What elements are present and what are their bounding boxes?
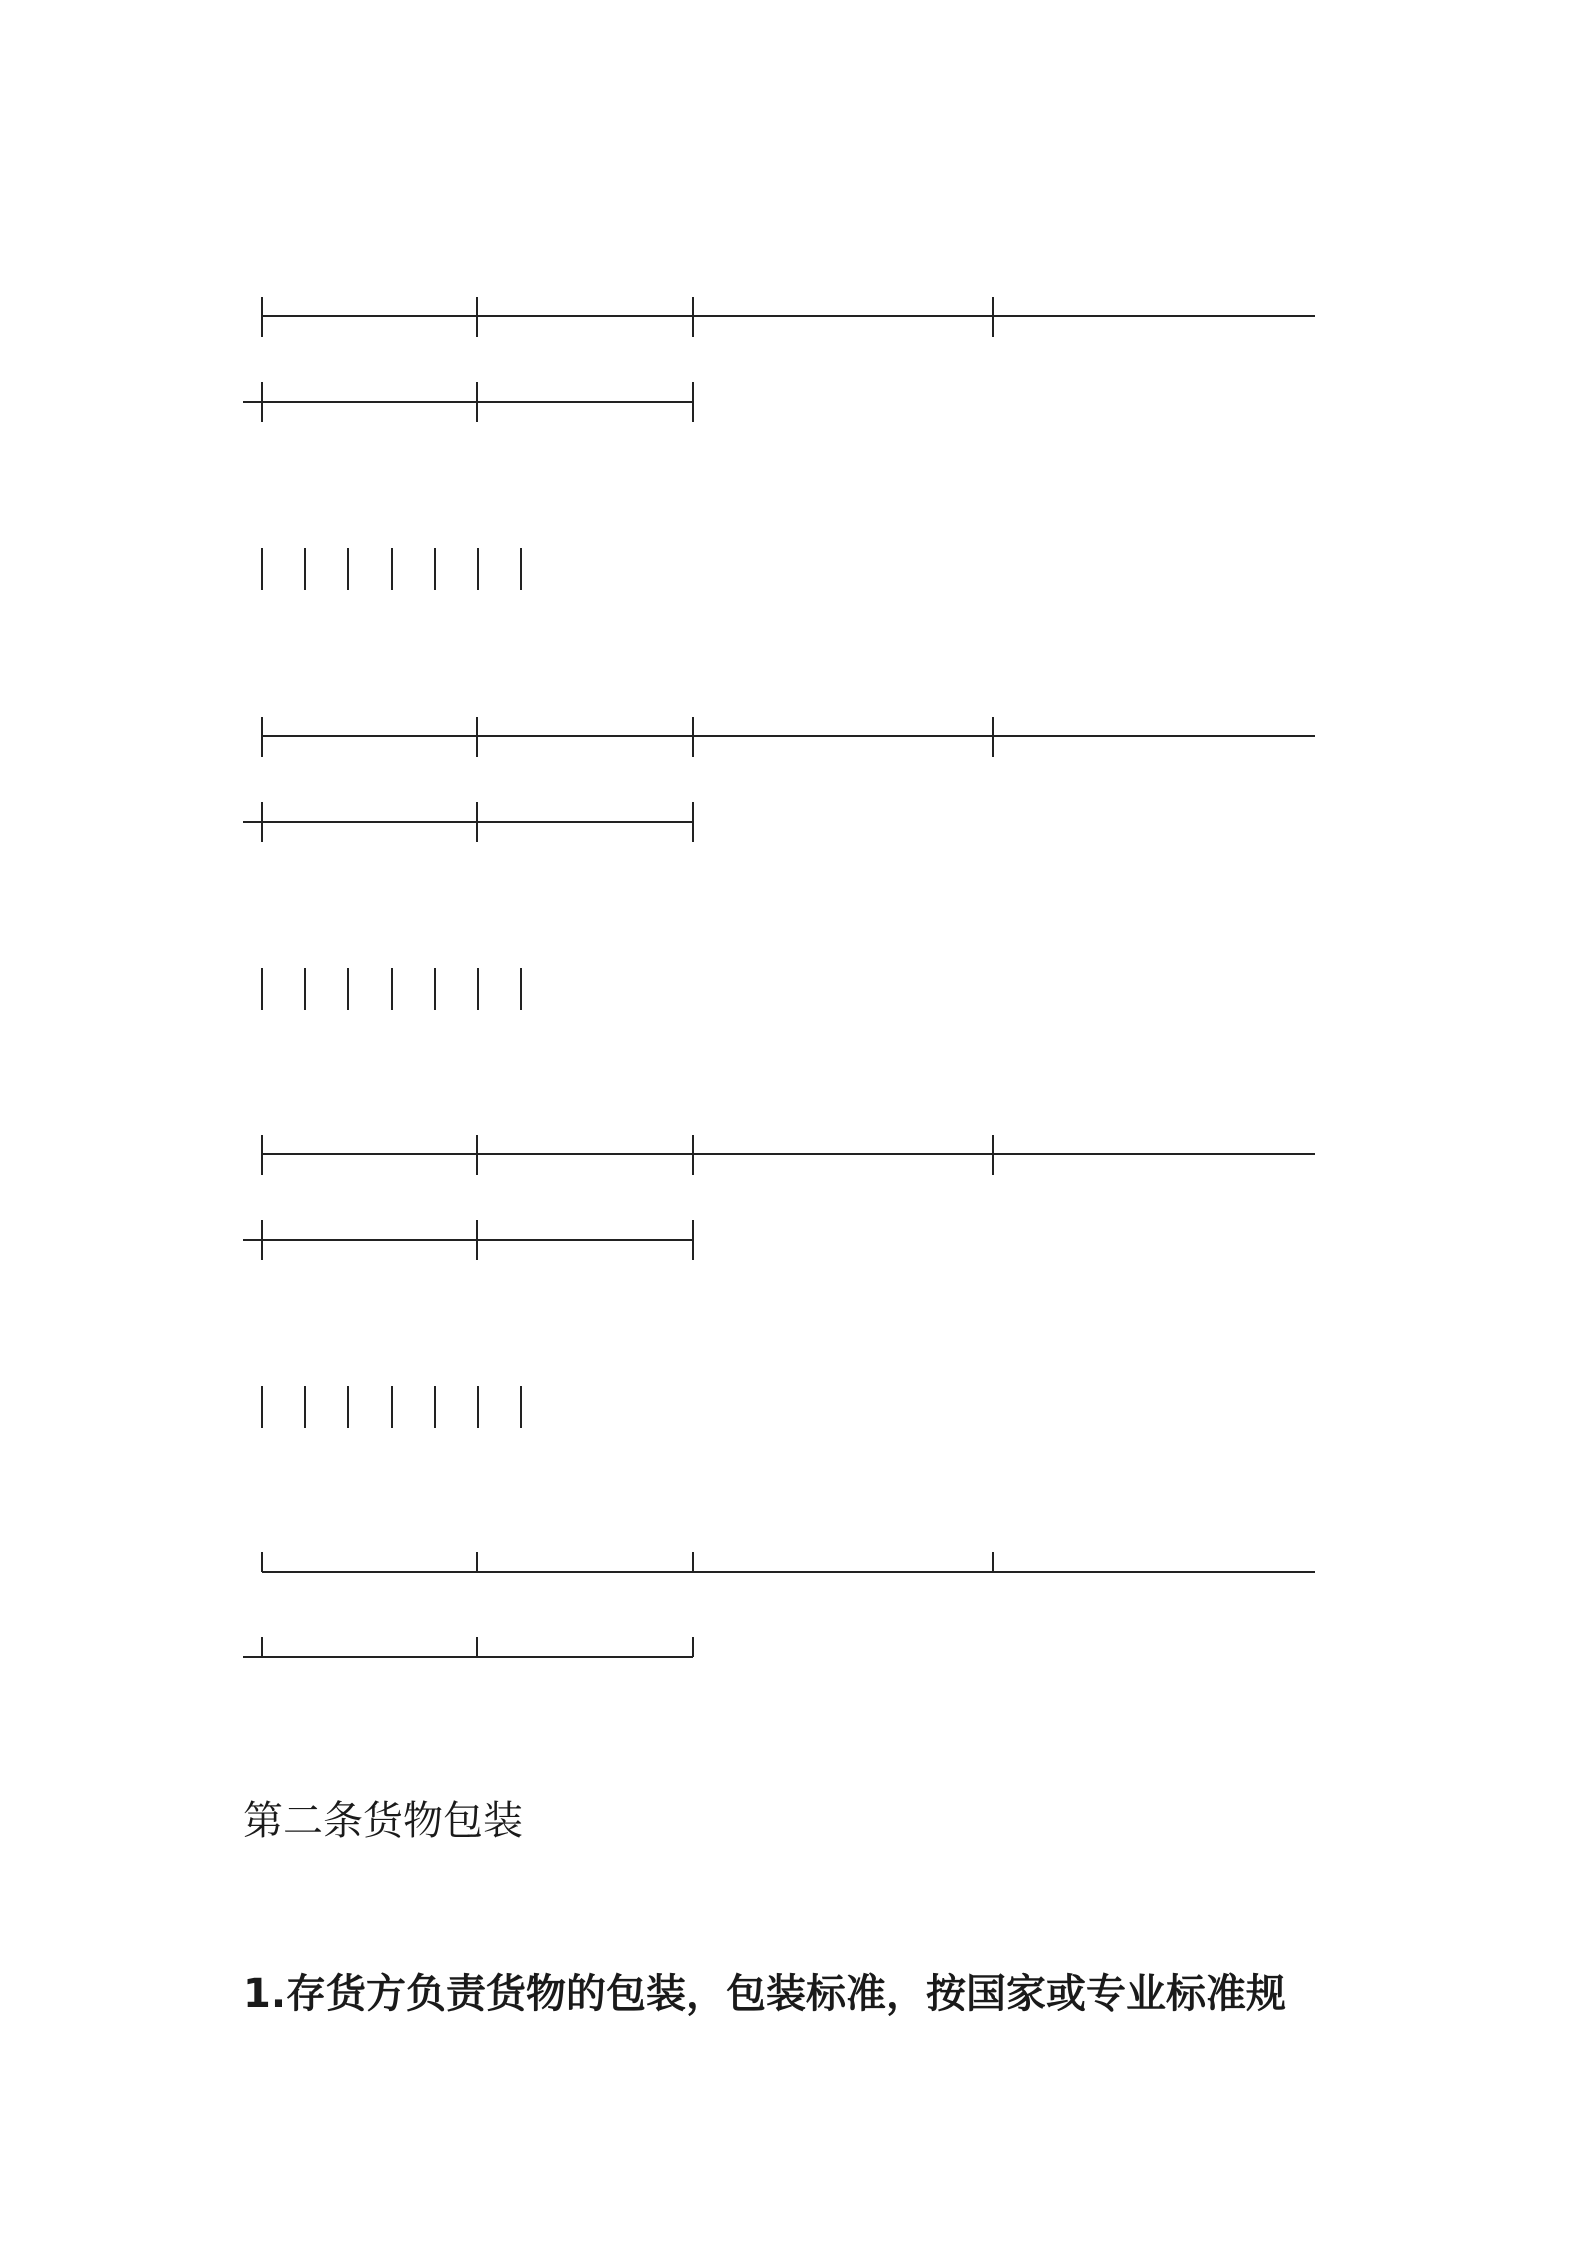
- rule-block-1: [243, 297, 1315, 422]
- section-heading: 第二条货物包装: [243, 1798, 523, 1844]
- rule-block-2: [243, 717, 1315, 842]
- vertical-bars-3: [262, 1386, 521, 1428]
- rule-block-4: [243, 1552, 1315, 1657]
- vertical-bars-2: [262, 968, 521, 1010]
- vertical-bars-1: [262, 548, 521, 590]
- paragraph-1: 1.存货方负责货物的包装，包装标准，按国家或专业标准规: [243, 1971, 1287, 2017]
- rule-block-3: [243, 1135, 1315, 1260]
